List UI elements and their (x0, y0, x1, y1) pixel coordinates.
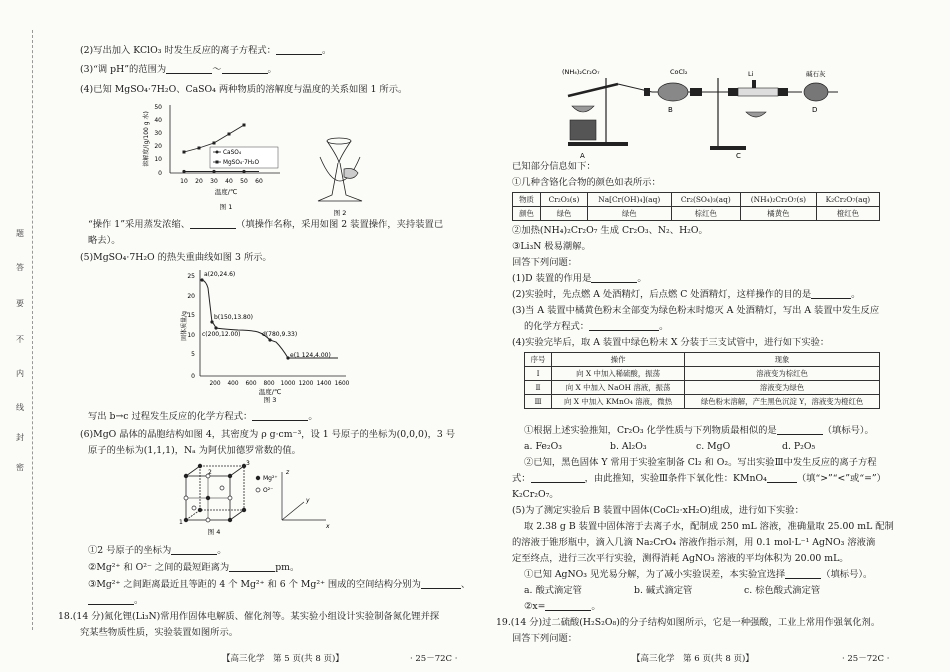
x-tick: 1400 (316, 381, 332, 387)
footer-left-code: · 25－72C · (410, 654, 458, 664)
data-point (198, 147, 201, 150)
data-point (213, 142, 216, 145)
answer-blank[interactable] (545, 600, 591, 611)
q6-line-cont: 原子的坐标为(1,1,1)，Nₐ 为阿伏加德罗常数的值。 (88, 445, 301, 456)
table-row: Ⅱ 向 X 中加入 NaOH 溶液，振荡 溶液变为绿色 (525, 381, 880, 395)
figure-caption: 图 3 (263, 396, 277, 404)
reagent-label: CoCl₂ (670, 68, 688, 76)
q18-4-sub2-end: K₂Cr₂O₇。 (512, 489, 559, 500)
x-tick: 30 (210, 178, 218, 185)
legend-item: MgSO₄·7H₂O (223, 160, 260, 166)
x-tick: 1600 (334, 381, 350, 387)
svg-text:z: z (286, 469, 290, 476)
answer-blank[interactable] (88, 594, 134, 605)
q6-sub3: ③Mg²⁺ 之间距离最近且等距的 4 个 Mg²⁺ 和 6 个 Mg²⁺ 围成的空间结构分别为 、 (88, 579, 471, 590)
x-tick: 800 (263, 381, 275, 387)
y-tick: 15 (187, 312, 195, 319)
q19-prompt: 回答下列问题： (512, 633, 578, 644)
q18-3: (3)当 A 装置中橘黄色粉末全部变为绿色粉末时熄灭 A 处酒精灯，写出 A 装置中发生反应 (512, 305, 880, 316)
side-label: 题 (16, 229, 24, 238)
answer-blank[interactable] (785, 568, 821, 579)
svg-text:C: C (736, 152, 741, 160)
table-row: 序号 操作 现象 (525, 353, 880, 367)
y-tick: 50 (154, 104, 162, 111)
point-label: e(1 124,4.00) (290, 352, 331, 359)
x-axis-label: 温度/℃ (214, 188, 238, 196)
answer-prompt: 回答下列问题： (512, 257, 578, 268)
option-b: b. Al₂O₃ (610, 441, 647, 452)
q4-operation-line: “操作 1”采用蒸发浓缩、 （填操作名称，采用如图 2 装置操作，夹持装置已 (88, 219, 444, 230)
y-tick: 0 (191, 373, 195, 380)
data-point (183, 151, 186, 154)
table-row: 物质 Cr₂O₃(s) Na[Cr(OH)₄](aq) Cr₂(SO₄)₃(aq) (NH₄)₂Cr₂O₇(s) K₂Cr₂O₇(aq) (513, 193, 880, 207)
q3-line: (3)“调 pH”的范围为 ～ 。 (80, 64, 277, 75)
answer-blank[interactable] (229, 561, 275, 572)
y-tick: 5 (191, 351, 195, 358)
answer-blank[interactable] (811, 288, 851, 299)
table-row: 颜色 绿色 绿色 棕红色 橘黄色 橙红色 (513, 207, 880, 221)
figure-caption: 图 1 (219, 203, 233, 211)
q6-sub2: ②Mg²⁺ 和 O²⁻ 之间的最短距离为 pm。 (88, 562, 300, 573)
svg-text:2: 2 (208, 469, 212, 476)
side-label: 密 (16, 463, 24, 472)
x-tick: 20 (195, 178, 203, 185)
y-tick: 0 (158, 170, 162, 177)
point-label: b(150,13.80) (214, 314, 254, 321)
answer-blank[interactable] (777, 424, 823, 435)
given-info: 已知部分信息如下： (512, 161, 596, 172)
answer-blank[interactable] (171, 544, 217, 555)
given-info-2: ②加热(NH₄)₂Cr₂O₇ 生成 Cr₂O₃、N₂、H₂O。 (512, 225, 708, 236)
data-point (182, 170, 185, 173)
answer-blank[interactable] (276, 44, 322, 55)
figure-1-solubility-chart (140, 101, 286, 219)
y-tick: 10 (154, 156, 162, 163)
option-a: a. 酸式滴定管 (524, 585, 582, 596)
option-d: d. P₂O₅ (782, 441, 816, 452)
option-b: b. 碱式滴定管 (634, 585, 693, 596)
table-row: Ⅰ 向 X 中加入稀硫酸，振荡 溶液变为棕红色 (525, 367, 880, 381)
q18-4: (4)实验完毕后，取 A 装置中绿色粉末 X 分装于三支试管中，进行如下实验： (512, 337, 830, 348)
answer-blank[interactable] (190, 218, 236, 229)
q18-intro-cont: 究某些物质性质，实验装置如图所示。 (80, 627, 239, 638)
q19-intro: 19.(14 分)过二硫酸(H₂S₂O₈)的分子结构如图所示，它是一种强酸，工业上常用作强氧化剂。 (496, 617, 881, 628)
q18-4-sub2-cont: 式： ，由此推知，实验Ⅲ条件下氧化性：KMnO₄ （填“>”“<”或“=”） (512, 473, 886, 484)
given-info-1: ①几种含铬化合物的颜色如表所示： (512, 177, 661, 188)
q18-intro: 18.(14 分)氮化锂(Li₃N)常用作固体电解质、催化剂等。某实验小组设计实验制备氮化锂并探 (58, 611, 440, 622)
q18-4-sub2: ②已知，黑色固体 Y 常用于实验室制备 Cl₂ 和 O₂。写出实验Ⅲ中发生反应的离子方程 (524, 457, 877, 468)
side-label: 要 (16, 299, 24, 308)
answer-blank[interactable] (222, 63, 268, 74)
side-label: 线 (16, 403, 24, 412)
q18-5-options (524, 584, 820, 597)
apparatus-diagram (540, 62, 840, 162)
figure-caption: 图 2 (333, 209, 347, 217)
q2-line: (2)写出加入 KClO₃ 时发生反应的离子方程式： 。 (80, 45, 332, 56)
experiment-table (524, 352, 880, 409)
svg-text:B: B (668, 106, 673, 114)
q4-line: (4)已知 MgSO₄·7H₂O、CaSO₄ 两种物质的溶解度与温度的关系如图 1 所示。 (80, 84, 408, 95)
side-label: 答 (16, 263, 24, 272)
q18-4-sub1: ①根据上述实验推知，Cr₂O₃ 化学性质与下列物质最相似的是 （填标号）。 (524, 425, 874, 436)
x-tick: 600 (245, 381, 257, 387)
q18-5-sub1: ①已知 AgNO₃ 见光易分解，为了减小实验误差，本实验宜选择 （填标号）。 (524, 569, 873, 580)
y-axis-label: 固体质量/g (181, 311, 188, 341)
y-tick: 20 (187, 293, 195, 300)
q18-4-options (524, 440, 815, 453)
answer-blank[interactable] (531, 472, 585, 483)
figure-caption: 图 4 (207, 528, 221, 536)
svg-text:1: 1 (179, 519, 183, 526)
q4-line-cont: 略去）。 (88, 235, 121, 246)
reagent-label: (NH₄)₂Cr₂O₇ (562, 68, 600, 76)
q18-5-sub2: ②x= 。 (524, 601, 601, 612)
q5-equation-line: 写出 b→c 过程发生反应的化学方程式： 。 (88, 411, 318, 422)
legend-item: O²⁻ (263, 487, 274, 494)
x-tick: 400 (227, 381, 239, 387)
data-point (228, 133, 231, 136)
x-tick: 10 (180, 178, 188, 185)
q18-2: (2)实验时，先点燃 A 处酒精灯，后点燃 C 处酒精灯，这样操作的目的是 。 (512, 289, 861, 300)
x-tick: 50 (240, 178, 248, 185)
option-a: a. Fe₂O₃ (524, 441, 562, 452)
figure-4-unit-cell (176, 460, 336, 538)
figure-2-apparatus (310, 133, 370, 219)
data-point (243, 124, 246, 127)
x-axis-label: 温度/℃ (258, 388, 282, 396)
q6-sub3-cont: 。 (88, 594, 143, 607)
y-tick: 25 (187, 273, 195, 280)
x-tick: 1200 (298, 381, 314, 387)
svg-text:3: 3 (246, 460, 250, 467)
option-c: c. MgO (696, 441, 731, 452)
svg-text:D: D (812, 106, 818, 114)
answer-blank[interactable] (591, 272, 637, 283)
q6-sub1: ①2 号原子的坐标为 。 (88, 545, 227, 556)
figure-3-thermogravimetric-chart (178, 266, 354, 404)
legend-item: Mg²⁺ (263, 475, 278, 482)
side-label: 封 (16, 433, 24, 442)
option-c: c. 棕色酸式滴定管 (744, 585, 821, 596)
x-tick: 40 (225, 178, 233, 185)
footer-left: 【高三化学 第 5 页(共 8 页)】 (222, 654, 344, 664)
answer-blank[interactable] (252, 410, 308, 421)
y-axis-label: 溶解度/(g/100 g 水) (143, 111, 150, 167)
q18-5-line1: 取 2.38 g B 装置中固体溶于去离子水，配制成 250 mL 溶液，准确量取 25.00 mL 配制 (524, 521, 894, 532)
legend-item: CaSO₄ (223, 150, 242, 156)
y-tick: 40 (154, 117, 162, 124)
svg-text:A: A (580, 152, 585, 160)
q18-5: (5)为了测定实验后 B 装置中固体(CoCl₂·xH₂O)组成，进行如下实验： (512, 505, 804, 516)
given-info-3: ③Li₃N 极易潮解。 (512, 241, 591, 252)
answer-blank[interactable] (421, 578, 461, 589)
point-label: d(780,9.33) (262, 331, 298, 338)
x-tick: 200 (209, 381, 221, 387)
q5-line: (5)MgSO₄·7H₂O 的热失重曲线如图 3 所示。 (80, 252, 272, 263)
footer-right: 【高三化学 第 6 页(共 8 页)】 (632, 654, 754, 664)
data-point (212, 170, 215, 173)
point-label: c(200,12.00) (202, 331, 241, 338)
data-point (242, 170, 245, 173)
answer-blank[interactable] (166, 63, 212, 74)
chromium-color-table (512, 192, 880, 221)
reagent-label: Li (748, 70, 754, 78)
y-tick: 30 (154, 130, 162, 137)
svg-text:y: y (306, 497, 310, 504)
svg-text:x: x (326, 523, 330, 530)
q18-1: (1)D 装置的作用是 。 (512, 273, 647, 284)
reagent-label: 碱石灰 (806, 70, 826, 78)
y-tick: 20 (154, 143, 162, 150)
answer-blank[interactable] (767, 472, 797, 483)
q18-5-line3: 定至终点，进行三次平行实验，测得消耗 AgNO₃ 溶液的平均体积为 20.00 mL。 (512, 553, 849, 564)
table-row: Ⅲ 向 X 中加入 KMnO₄ 溶液，微热 绿色粉末溶解，产生黑色沉淀 Y，溶液变为橙红色 (525, 395, 880, 409)
footer-right-code: · 25－72C · (842, 654, 890, 664)
y-tick: 10 (187, 332, 195, 339)
x-tick: 1000 (280, 381, 296, 387)
side-label: 内 (16, 369, 24, 378)
answer-blank[interactable] (589, 320, 659, 331)
x-tick: 60 (255, 178, 263, 185)
q18-5-line2: 的溶液于锥形瓶中，滴入几滴 Na₂CrO₄ 溶液作指示剂，用 0.1 mol·L⁻¹ AgNO₃ 溶液滴 (512, 537, 876, 548)
point-label: a(20,24.6) (204, 271, 236, 278)
binding-line (32, 30, 33, 630)
side-label: 不 (16, 335, 24, 344)
q6-line: (6)MgO 晶体的晶胞结构如图 4，其密度为 ρ g·cm⁻³，设 1 号原子的坐标为(0,0,0)，3 号 (80, 429, 456, 440)
q18-3-cont: 的化学方程式： 。 (524, 321, 669, 332)
